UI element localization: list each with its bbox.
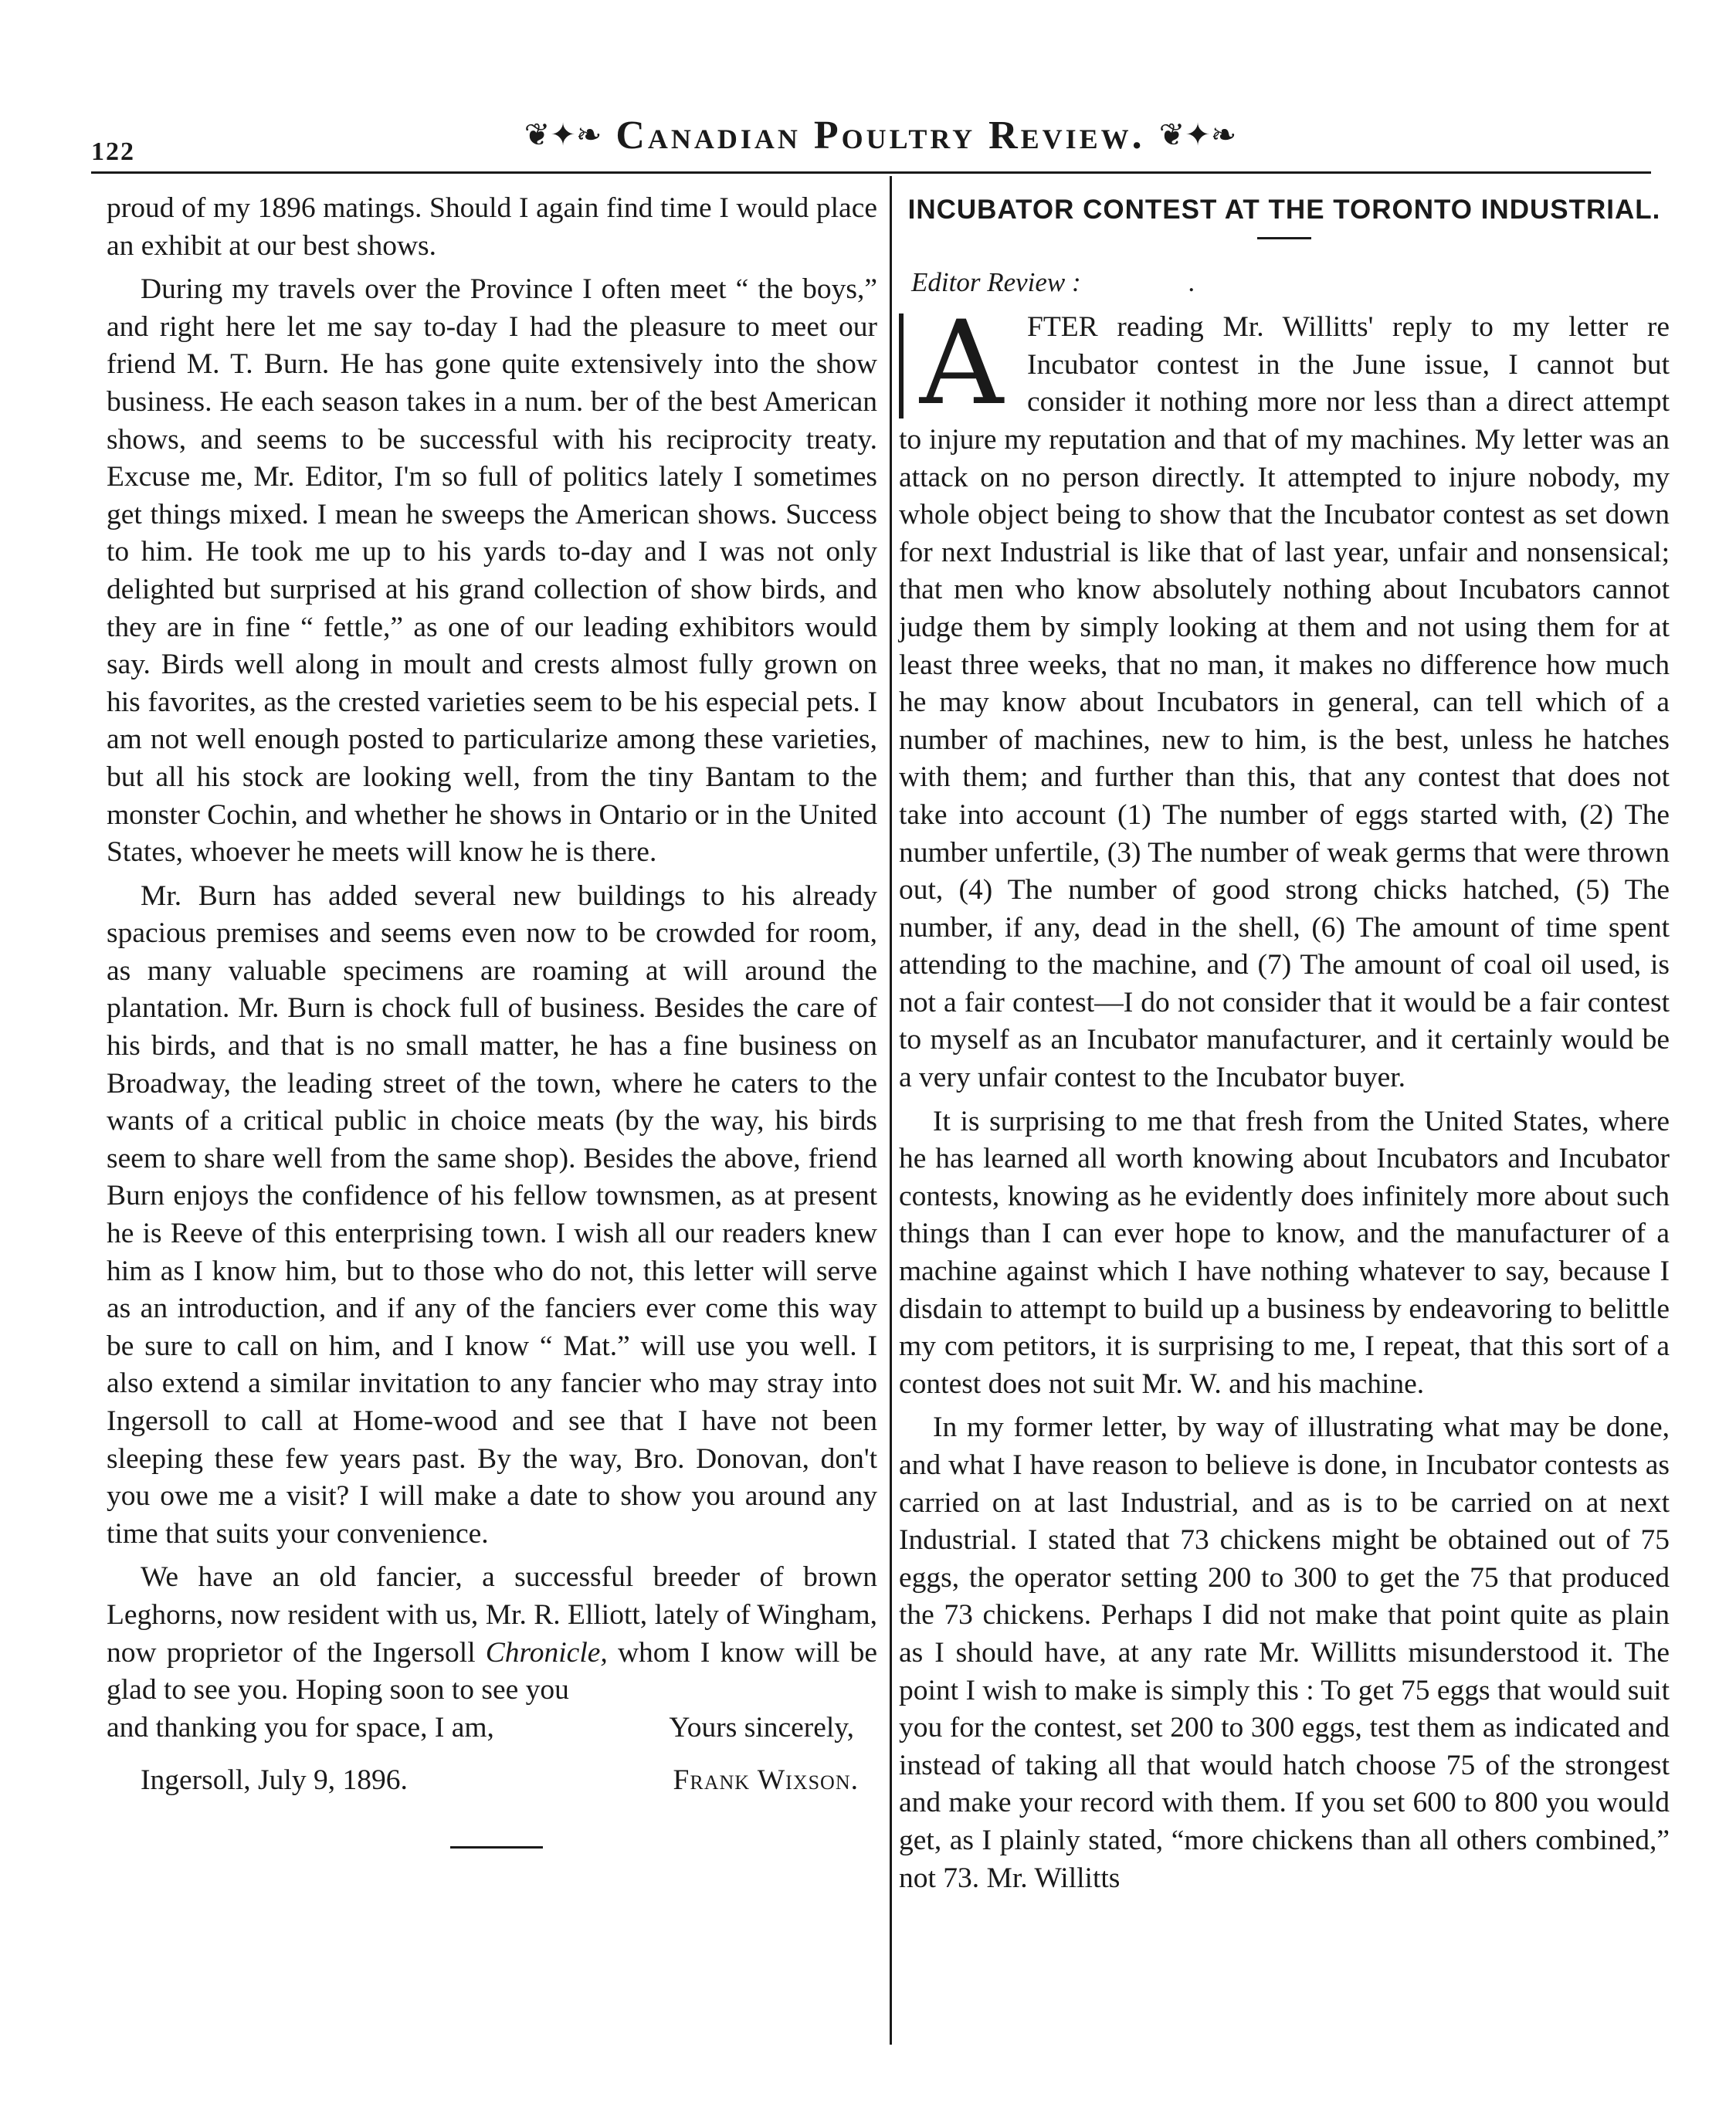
paragraph: Mr. Burn has added several new buildings to his already spacious premises and seems even now to be crowded for room, as many valuable specimens are roaming at will around the plantation. Mr. Burn is chock full of business. Besides the care of his birds, and that is no small matter, he has a fine business on Broadway, the leading street of the town, where he caters to the wants of a critical public in choice meats (by the way, his birds seem to share well from the same shop). Besides the above, friend Burn enjoys the confidence of his fellow townsmen, as at present he is Reeve of this enterprising town. I wish all our readers knew him as I know him, but to those who do not, this letter will serve as an introduction, and if any of the fanciers ever come this way be sure to call on him, and I know “ Mat.” will use you well. I also extend a similar invitation to any fancier who may stray into Ingersoll to call at Home-wood and see that I have not been sleeping these few years past. By the way, Bro. Donovan, don't you owe me a visit? I will make a date to show you around any time that suits your convenience.: [107, 879, 877, 1550]
paragraph: [107, 1559, 877, 1709]
salutation-text: Editor Review :: [911, 266, 1081, 297]
paragraph-text: We have an old fancier, a successful breeder of brown Leghorns, now resident with us, Mr. R. Elliott, lately of Wingham, now proprietor of the Ingersoll: [107, 1561, 877, 1669]
paragraph-text: whom I know will be glad to see you. Hoping soon to see you: [107, 1636, 877, 1706]
paragraph: During my travels over the Province I often meet “ the boys,” and right here let me say to-day I had the pleasure to meet our friend M. T. Burn. He has gone quite extensively into the show business. He each season takes in a num. ber of the best American shows, and seems to be successful with his reciprocity treaty. Excuse me, Mr. Editor, I'm so full of politics lately I sometimes get things mixed. I mean he sweeps the American shows. Success to him. He took me up to his yards to-day and I was not only delighted but surprised at his grand collection of show birds, and they are in fine “ fettle,” as one of our leading exhibitors would say. Birds well along in moult and crests almost fully grown on his favorites, as the crested varieties seem to be his especial pets. I am not well enough posted to particularize among these varieties, but all his stock are looking well, from the tiny Bantam to the monster Cochin, and whether he shows in Ontario or in the United States, whoever he meets will know he is there.: [107, 273, 877, 869]
right-column: [899, 190, 1670, 1903]
paragraph-text: FTER reading Mr. Willitts' reply to my letter re Incubator contest in the June issue, I cannot but consider it nothing more nor less than a direct attempt to injure my reputation and that of my machines. My letter was an attack on no person directly. It attempted to injure nobody, my whole object being to show that the Incubator contest as set down for next Industrial is like that of last year, unfair and nonsensical; that men who know absolutely nothing about Incubators cannot judge them by simply looking at them and not using them for at least three weeks, that no man, it makes no difference how much he may know about Incubators in general, can tell which of a number of machines, new to him, is the best, unless he hatches with them; and further than this, that any contest that does not take into account (1) The number of eggs started with, (2) The number unfertile, (3) The number of weak germs that were thrown out, (4) The number of good strong chicks hatched, (5) The number, if any, dead in the shell, (6) The amount of time spent attending to the machine, and (7) The amount of coal oil used, is not a fair contest—I do not consider that it would be a fair contest to myself as an Incubator manufacturer, and it certainly would be a very unfair contest to the Incubator buyer.: [899, 311, 1670, 1094]
dateline: [107, 1762, 877, 1800]
signoff-line: [107, 1710, 877, 1747]
left-column: [107, 190, 877, 1849]
paragraph: [899, 297, 1670, 1096]
ornament-left-icon: ❦✦❧: [524, 117, 602, 153]
end-rule: [450, 1846, 543, 1849]
salutation-dots: .: [1188, 266, 1195, 297]
dropcap-letter: A: [899, 313, 1019, 419]
article-title: INCUBATOR CONTEST AT THE TORONTO INDUSTRIAL.: [907, 195, 1661, 225]
masthead: [0, 0, 1736, 178]
signoff-text: and thanking you for space, I am,: [107, 1711, 494, 1744]
paragraph: proud of my 1896 matings. Should I again find time I would place an exhibit at our best shows.: [107, 192, 877, 262]
paragraph: It is surprising to me that fresh from the United States, where he has learned all worth knowing about Incubators and Incubator contests, knowing as he evidently does infinitely more about such things than I can ever hope to know, and the manufacturer of a machine against which I have nothing whatever to say, because I disdain to attempt to build up a business by endeavoring to belittle my com petitors, it is surprising to me, I repeat, that this sort of a contest does not suit Mr. W. and his machine.: [899, 1105, 1670, 1400]
header-rule: [91, 171, 1651, 174]
journal-title: Canadian Poultry Review.: [615, 113, 1145, 158]
title-rule: [1257, 237, 1311, 239]
letter-date: Ingersoll, July 9, 1896.: [141, 1764, 408, 1797]
journal-title-block: [524, 100, 1237, 170]
author-signature: Frank Wixson.: [673, 1764, 859, 1797]
salutation: [911, 264, 1670, 302]
closing: Yours sincerely,: [669, 1711, 854, 1744]
page-number: 122: [91, 137, 135, 166]
ornament-right-icon: ❦✦❧: [1158, 117, 1237, 153]
newspaper-name: Chronicle,: [485, 1636, 608, 1669]
paragraph: In my former letter, by way of illustrating what may be done, and what I have reason to believe is done, in Incubator contests as carried on at last Industrial, and as is to be carried on at next Industrial. I stated that 73 chickens might be obtained out of 75 eggs, the operator setting 200 to 300 to get the 75 that produced the 73 chickens. Perhaps I did not make that point quite as plain as I should have, at any rate Mr. Willitts misunderstood it. The point I wish to make is simply this : To get 75 eggs that would suit you for the contest, set 200 to 300 eggs, test them as indicated and instead of taking all that would hatch choose 75 of the strongest and make your record with them. If you set 600 to 800 you would get, as I plainly stated, “more chickens than all others combined,” not 73. Mr. Willitts: [899, 1411, 1670, 1894]
column-divider: [890, 176, 892, 2045]
